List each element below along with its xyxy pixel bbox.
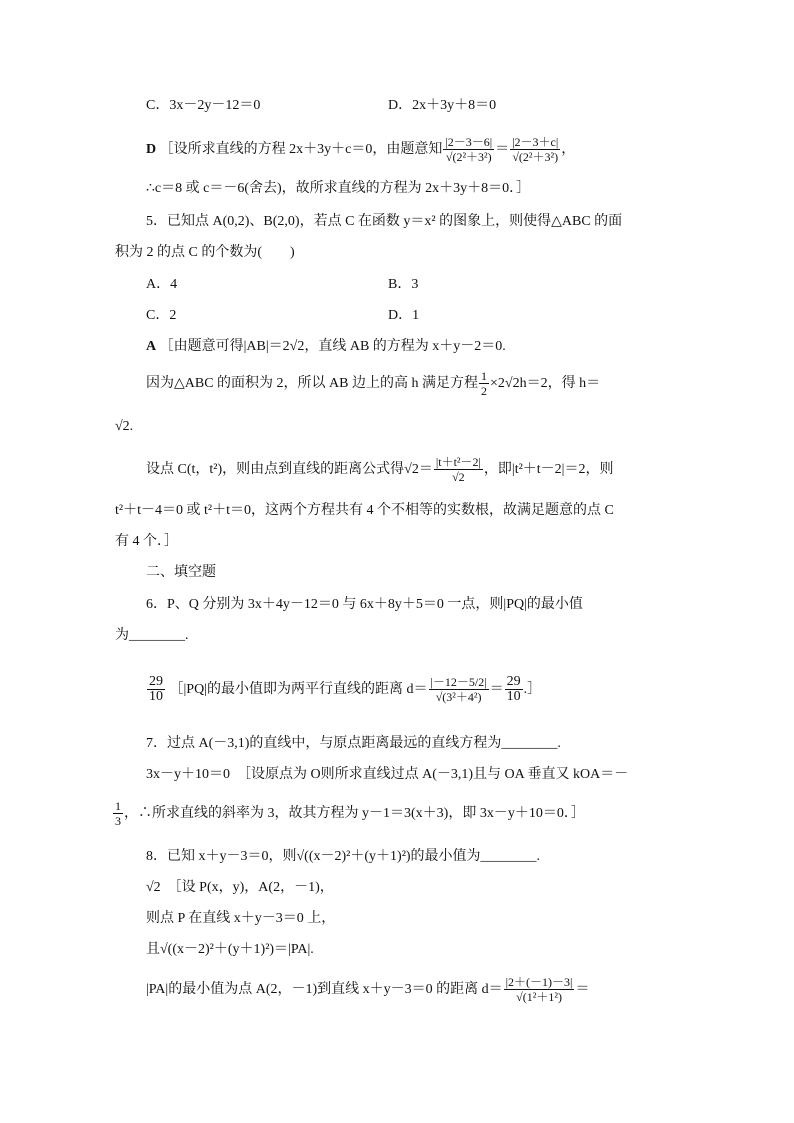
q8-answer-line-3: 且√((x－2)²＋(y＋1)²)＝|PA|. <box>146 942 314 957</box>
q8-answer-line-1: √2 ［设 P(x，y)，A(2，－1)， <box>146 880 334 895</box>
q5-answer-line-3: √2. <box>115 419 134 434</box>
q6-answer-end: .］ <box>523 682 542 697</box>
q4-fraction-2-num: |2－3＋c| <box>512 135 559 150</box>
q5-option-b: B．3 <box>388 277 419 292</box>
q5-answer-line-6: 有 4 个．］ <box>115 534 178 549</box>
q7-answer-text-2: ，∴所求直线的斜率为 3，故其方程为 y－1＝3(x＋3)，即 3x－y＋10＝0．］ <box>124 806 585 821</box>
q8-answer-line-4 <box>146 970 589 1010</box>
q5-answer-line-2 <box>146 366 600 402</box>
q6-equals: ＝ <box>489 682 504 697</box>
q5-answer-text-2a: 因为△ABC 的面积为 2，所以 AB 边上的高 h 满足方程 <box>146 376 478 391</box>
q5-answer-line-5: t²＋t－4＝0 或 t²＋t＝0，这两个方程共有 4 个不相等的实数根，故满足题意的点 C <box>115 503 614 518</box>
q5-answer-text-4b: ，即|t²＋t－2|＝2，则 <box>483 462 614 477</box>
q6-answer-text: ［|PQ|的最小值即为两平行直线的距离 d＝ <box>169 682 428 697</box>
q5-answer-text-2b: ×2√2h＝2，得 h＝ <box>490 376 601 391</box>
q5-answer-line-1 <box>146 338 506 356</box>
q8-answer-text-4: |PA|的最小值为点 A(2，－1)到直线 x＋y－3＝0 的距离 d＝ <box>146 982 503 997</box>
q5-option-c: C．2 <box>146 308 177 323</box>
q6-stem-line-2: 为________. <box>115 628 189 643</box>
q7-slope-fraction <box>113 799 123 828</box>
q6-result-den: 10 <box>506 689 521 705</box>
q7-stem: 7．过点 A(－3,1)的直线中，与原点距离最远的直线方程为________. <box>146 736 561 751</box>
q5-answer-letter: A <box>146 339 157 354</box>
q8-distance-fraction <box>504 975 575 1004</box>
q6-answer-den: 10 <box>149 689 163 705</box>
q6-answer-fraction <box>147 675 165 704</box>
q6-result-num: 29 <box>506 674 521 690</box>
section-heading: 二、填空题 <box>146 565 216 580</box>
q6-stem-line-1: 6．P、Q 分别为 3x＋4y－12＝0 与 6x＋8y＋5＝0 一点，则|PQ|的最小值 <box>146 597 583 612</box>
q5-answer-line-4 <box>146 450 614 490</box>
q4-fraction-2-den: √(2²＋3²) <box>512 150 559 165</box>
q4-fraction-1-num: |2－3－6| <box>445 135 493 150</box>
q8-stem: 8．已知 x＋y－3＝0，则√((x－2)²＋(y＋1)²)的最小值为________. <box>146 849 541 864</box>
q7-slope-den: 3 <box>115 814 121 829</box>
q5-half-num: 1 <box>481 369 487 384</box>
q5-answer-text-4a: 设点 C(t，t²)，则由点到直线的距离公式得√2＝ <box>146 462 433 477</box>
q5-half-fraction <box>479 369 489 398</box>
q5-half-den: 2 <box>481 384 487 399</box>
q4-fraction-1-den: √(2²＋3²) <box>445 150 492 165</box>
q5-distance-den: √2 <box>452 470 465 485</box>
q5-distance-num: |t＋t²－2| <box>435 455 481 470</box>
q4-equals: ＝ <box>495 142 510 157</box>
q4-fraction-2 <box>510 135 560 164</box>
q5-distance-fraction <box>434 455 483 484</box>
q5-stem-line-2: 积为 2 的点 C 的个数为( ) <box>115 245 295 260</box>
q4-option-d: D．2x＋3y＋8＝0 <box>388 98 497 113</box>
q6-answer-line <box>146 660 541 720</box>
q6-answer-num: 29 <box>149 674 163 690</box>
q6-distance-fraction <box>429 675 489 704</box>
q8-equals: ＝ <box>575 982 590 997</box>
q7-slope-num: 1 <box>115 799 121 814</box>
q6-distance-num: |－12－5/2| <box>430 675 487 690</box>
q4-answer-line-1 <box>146 130 575 170</box>
q5-answer-text-1: ［由题意可得|AB|＝2√2，直线 AB 的方程为 x＋y－2＝0. <box>159 339 506 354</box>
q4-fraction-1 <box>443 135 494 164</box>
q5-stem-line-1: 5．已知点 A(0,2)、B(2,0)，若点 C 在函数 y＝x² 的图象上，则使得△ABC 的面 <box>146 214 623 229</box>
q5-option-a: A．4 <box>146 277 178 292</box>
q6-result-fraction <box>505 675 523 704</box>
q8-distance-den: √(1²＋1²) <box>516 990 562 1005</box>
q4-answer-letter: D <box>146 142 157 157</box>
q4-answer-line-2: ∴c＝8 或 c＝－6(舍去)，故所求直线的方程为 2x＋3y＋8＝0．］ <box>146 181 531 196</box>
q4-answer-text: ［设所求直线的方程 2x＋3y＋c＝0，由题意知 <box>159 142 443 157</box>
q7-answer-line-2 <box>112 795 585 833</box>
q8-distance-num: |2＋(－1)－3| <box>505 975 573 990</box>
q6-distance-den: √(3²＋4²) <box>435 690 482 705</box>
q7-answer-line-1: 3x－y＋10＝0 ［设原点为 O则所求直线过点 A(－3,1)且与 OA 垂直又 kOA＝－ <box>146 767 629 782</box>
q5-option-d: D．1 <box>388 308 420 323</box>
q8-answer-line-2: 则点 P 在直线 x＋y－3＝0 上， <box>146 911 336 926</box>
q4-option-c: C．3x－2y－12＝0 <box>146 98 261 113</box>
q4-comma: ， <box>561 142 576 157</box>
